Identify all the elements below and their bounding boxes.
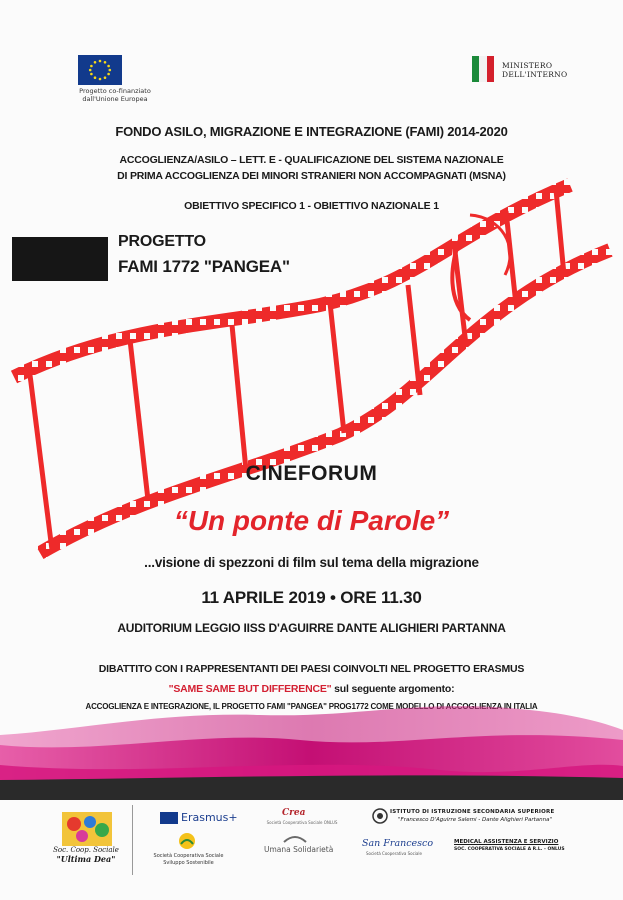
erasmus-topic-line [0, 683, 623, 695]
fund-heading: FONDO ASILO, MIGRAZIONE E INTEGRAZIONE (FAMI) 2014-2020 [115, 124, 508, 139]
measure-heading: ACCOGLIENZA/ASILO – LETT. E - QUALIFICAZIONE DEL SISTEMA NAZIONALE DI PRIMA ACCOGLIENZA DEI MINORI STRANIERI NON ACCOMPAGNATI (MSNA) [117, 154, 506, 182]
divider [132, 805, 133, 875]
italy-flag-icon [472, 56, 494, 82]
sviluppo-logo-icon [178, 832, 196, 850]
topic-intro: sul seguente argomento: [331, 683, 455, 695]
topic-statement: ACCOGLIENZA E INTEGRAZIONE, IL PROGETTO FAMI "PANGEA" PROG1772 COME MODELLO DI ACCOGLIENZA IN ITALIA [85, 702, 538, 711]
ministry-label: MINISTERO DELL'INTERNO [502, 61, 568, 79]
umana-logo-icon [282, 832, 308, 846]
crea-subtitle: Società Cooperativa Sociale ONLUS [266, 820, 338, 825]
debate-line: DIBATTITO CON I RAPPRESENTANTI DEI PAESI COINVOLTI NEL PROGETTO ERASMUS [98, 663, 525, 675]
event-subtitle: ...visione di spezzoni di film sul tema della migrazione [144, 555, 479, 570]
erasmus-label: Erasmus+ [181, 811, 238, 824]
medical-line-2: SOC. COOPERATIVA SOCIALE A R.L. - ONLUS [454, 847, 565, 852]
umana-label: Umana Solidarietà [264, 845, 334, 854]
ultima-dea-caption: Soc. Coop. Sociale "Ultima Dea" [53, 846, 119, 864]
san-francesco-subtitle: Società Cooperativa Sociale [366, 851, 422, 856]
film-top-edge [14, 185, 570, 377]
project-label: PROGETTO [118, 233, 206, 250]
sviluppo-caption: Società Cooperativa Sociale Sviluppo Sostenibile [153, 853, 224, 866]
event-place: AUDITORIUM LEGGIO IISS D'AGUIRRE DANTE ALIGHIERI PARTANNA [117, 621, 506, 635]
san-francesco-label: San Francesco [362, 838, 434, 849]
event-kind: CINEFORUM [245, 462, 378, 485]
eu-caption: Progetto co-finanziato dall'Unione Europea [79, 87, 151, 103]
film-frame-lines [30, 190, 564, 550]
crea-label: Crea [282, 808, 306, 818]
erasmus-project-title: "SAME SAME BUT DIFFERENCE" [168, 683, 332, 695]
event-title: “Un ponte di Parole” [173, 505, 450, 536]
erasmus-flag-icon [160, 812, 178, 824]
project-name: FAMI 1772 "PANGEA" [118, 257, 290, 276]
objective-heading: OBIETTIVO SPECIFICO 1 - OBIETTIVO NAZIONALE 1 [184, 200, 439, 212]
eu-flag-icon [78, 55, 122, 85]
institute-crest-icon [372, 808, 388, 824]
institute-line-2: "Francesco D'Aguirre Salemi - Dante Alighieri Partanna" [398, 817, 553, 823]
institute-line-1: ISTITUTO DI ISTRUZIONE SECONDARIA SUPERIORE [390, 809, 555, 815]
medical-line-1: MEDICAL ASSISTENZA E SERVIZIO [454, 839, 559, 845]
wave-graphic [0, 700, 623, 800]
event-date: 11 APRILE 2019 • ORE 11.30 [201, 588, 422, 607]
